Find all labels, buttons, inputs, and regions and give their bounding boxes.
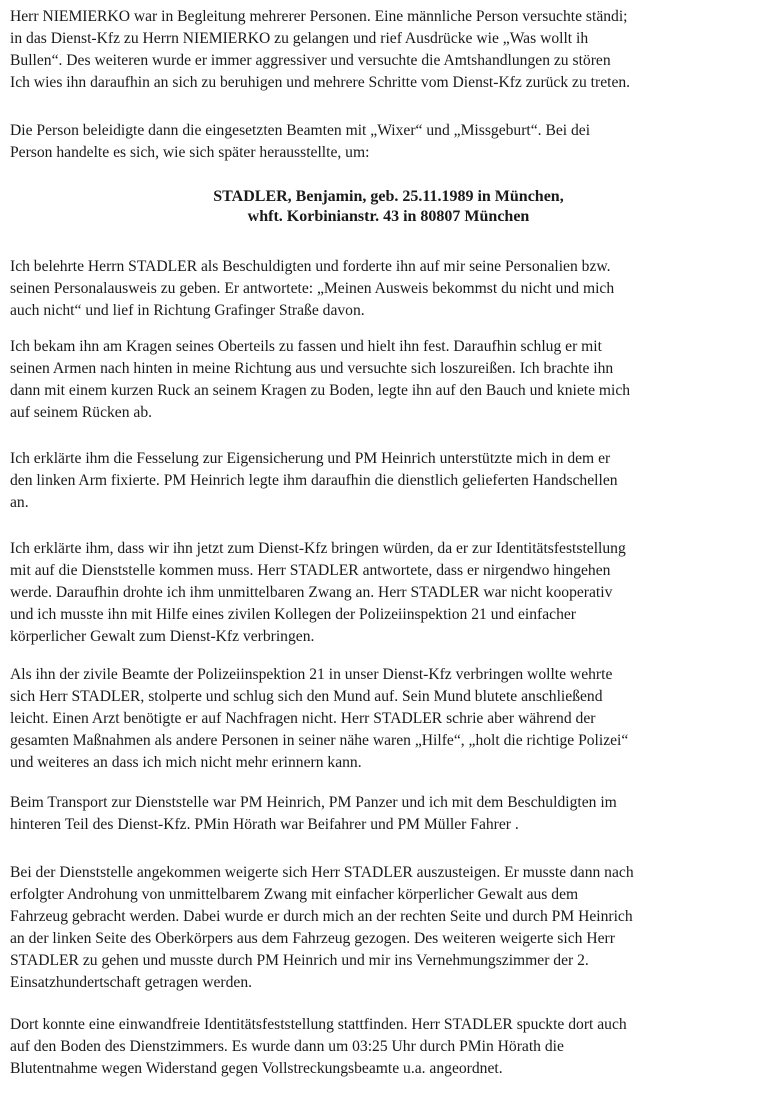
text-line: Ich bekam ihn am Kragen seines Oberteils zu fassen und hielt ihn fest. Daraufhin schlug er mit: [10, 338, 602, 355]
paragraph-10: [10, 1014, 760, 1080]
paragraph-8: [10, 792, 760, 836]
text-line: Blutentnahme wegen Widerstand gegen Vollstreckungsbeamte u.a. angeordnet.: [10, 1060, 503, 1077]
text-line: und weiteres an dass ich mich nicht mehr erinnern kann.: [10, 754, 362, 771]
text-line: Ich wies ihn daraufhin an sich zu beruhigen und mehrere Schritte vom Dienst-Kfz zurück zu treten.: [10, 74, 631, 91]
text-line: Die Person beleidigte dann die eingesetzten Beamten mit „Wixer“ und „Missgeburt“. Bei dei: [10, 122, 591, 139]
text-line: Als ihn der zivile Beamte der Polizeiinspektion 21 in unser Dienst-Kfz verbringen wollte wehrte: [10, 666, 613, 683]
text-line: in das Dienst-Kfz zu Herrn NIEMIERKO zu gelangen und rief Ausdrücke wie „Was wollt ih: [10, 30, 589, 47]
paragraph-2: [10, 120, 760, 164]
text-line: seinen Armen nach hinten in meine Richtung aus und versuchte sich loszureißen. Ich brachte ihn: [10, 360, 614, 377]
paragraph-5: [10, 448, 760, 514]
paragraph-7: [10, 664, 760, 774]
paragraph-4: [10, 336, 760, 424]
text-line: auf den Boden des Dienstzimmers. Es wurde dann um 03:25 Uhr durch PMin Hörath die: [10, 1038, 564, 1055]
text-line: mit auf die Dienststelle kommen muss. Herr STADLER antwortete, dass er nirgendwo hingehen: [10, 562, 611, 579]
text-line: Bullen“. Des weiteren wurde er immer aggressiver und versuchte die Amtshandlungen zu stören: [10, 52, 611, 69]
text-line: Fahrzeug gebracht werden. Dabei wurde er durch mich an der rechten Seite und durch PM Heinrich: [10, 908, 633, 925]
text-line: Ich erklärte ihm die Fesselung zur Eigensicherung und PM Heinrich unterstützte mich in dem er: [10, 450, 611, 467]
text-line: werde. Daraufhin drohte ich ihm unmittelbaren Zwang an. Herr STADLER war nicht kooperativ: [10, 584, 613, 601]
text-line: auf seinem Rücken ab.: [10, 404, 153, 421]
text-line: seinen Personalausweis zu geben. Er antwortete: „Meinen Ausweis bekommst du nicht und mich: [10, 280, 615, 297]
text-line: Ich belehrte Herrn STADLER als Beschuldigten und forderte ihn auf mir seine Personalien bzw.: [10, 258, 611, 275]
text-line: erfolgter Androhung von unmittelbarem Zwang mit einfacher körperlicher Gewalt aus dem: [10, 886, 579, 903]
text-line: Person handelte es sich, wie sich später herausstellte, um:: [10, 144, 370, 161]
text-line: sich Herr STADLER, stolperte und schlug sich den Mund auf. Sein Mund blutete anschließend: [10, 688, 603, 705]
person-heading-address: whft. Korbinianstr. 43 in 80807 München: [247, 208, 530, 225]
paragraph-3: [10, 256, 760, 322]
text-line: Bei der Dienststelle angekommen weigerte sich Herr STADLER auszusteigen. Er musste dann nach: [10, 864, 634, 881]
person-heading-name: STADLER, Benjamin, geb. 25.11.1989 in München,: [213, 188, 564, 205]
text-line: körperlicher Gewalt zum Dienst-Kfz verbringen.: [10, 628, 315, 645]
paragraph-6: [10, 538, 760, 648]
text-line: gesamten Maßnahmen als andere Personen in seiner nähe waren „Hilfe“, „holt die richtige Polizei“: [10, 732, 629, 749]
text-line: hinteren Teil des Dienst-Kfz. PMin Hörath war Beifahrer und PM Müller Fahrer .: [10, 816, 519, 833]
text-line: den linken Arm fixierte. PM Heinrich legte ihm daraufhin die dienstlich gelieferten Handschellen: [10, 472, 618, 489]
text-line: Beim Transport zur Dienststelle war PM Heinrich, PM Panzer und ich mit dem Beschuldigten im: [10, 794, 617, 811]
paragraph-9: [10, 862, 760, 994]
text-line: Herr NIEMIERKO war in Begleitung mehrerer Personen. Eine männliche Person versuchte ständi;: [10, 8, 628, 25]
paragraph-1: [10, 6, 760, 94]
text-line: Ich erklärte ihm, dass wir ihn jetzt zum Dienst-Kfz bringen würden, da er zur Identitätsfeststellung: [10, 540, 626, 557]
text-line: STADLER zu gehen und musste durch PM Heinrich und mir ins Vernehmungszimmer der 2.: [10, 952, 589, 969]
text-line: Dort konnte eine einwandfreie Identitätsfeststellung stattfinden. Herr STADLER spuckte dort auch: [10, 1016, 627, 1033]
text-line: Einsatzhundertschaft getragen werden.: [10, 974, 253, 991]
text-line: an der linken Seite des Oberkörpers aus dem Fahrzeug gezogen. Des weiteren weigerte sich Herr: [10, 930, 615, 947]
text-line: auch nicht“ und lief in Richtung Grafinger Straße davon.: [10, 302, 365, 319]
text-line: an.: [10, 494, 29, 511]
text-line: und ich musste ihn mit Hilfe eines zivilen Kollegen der Polizeiinspektion 21 und einfacher: [10, 606, 577, 623]
text-line: leicht. Einen Arzt benötigte er auf Nachfragen nicht. Herr STADLER schrie aber während der: [10, 710, 596, 727]
text-line: dann mit einem kurzen Ruck an seinem Kragen zu Boden, legte ihn auf den Bauch und kniete mich: [10, 382, 631, 399]
